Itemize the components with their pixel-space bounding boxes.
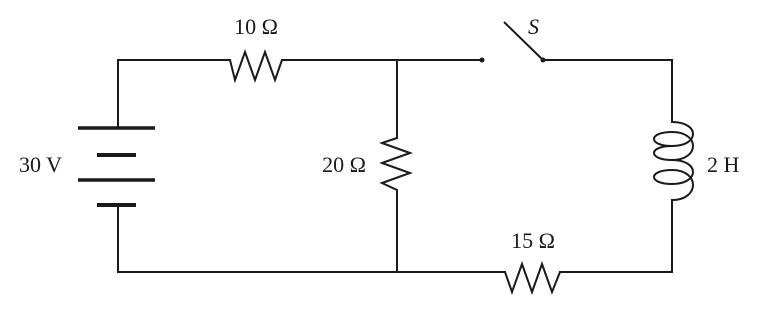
inductor-label: 2 H bbox=[707, 152, 740, 177]
resistor-top-label: 10 Ω bbox=[234, 14, 278, 39]
wire-left-bottom bbox=[118, 205, 397, 272]
resistor-top bbox=[230, 52, 282, 80]
inductor bbox=[654, 122, 693, 200]
resistor-bottom-label: 15 Ω bbox=[511, 228, 555, 253]
resistor-middle bbox=[382, 138, 410, 190]
switch-contact-left bbox=[480, 58, 485, 63]
battery bbox=[78, 128, 155, 205]
resistor-middle-label: 20 Ω bbox=[322, 152, 366, 177]
switch-label: S bbox=[528, 14, 539, 39]
wire-switch-to-inductor bbox=[543, 60, 672, 122]
resistor-bottom bbox=[505, 264, 560, 292]
wire-left-top bbox=[118, 60, 230, 128]
battery-label: 30 V bbox=[19, 152, 62, 177]
